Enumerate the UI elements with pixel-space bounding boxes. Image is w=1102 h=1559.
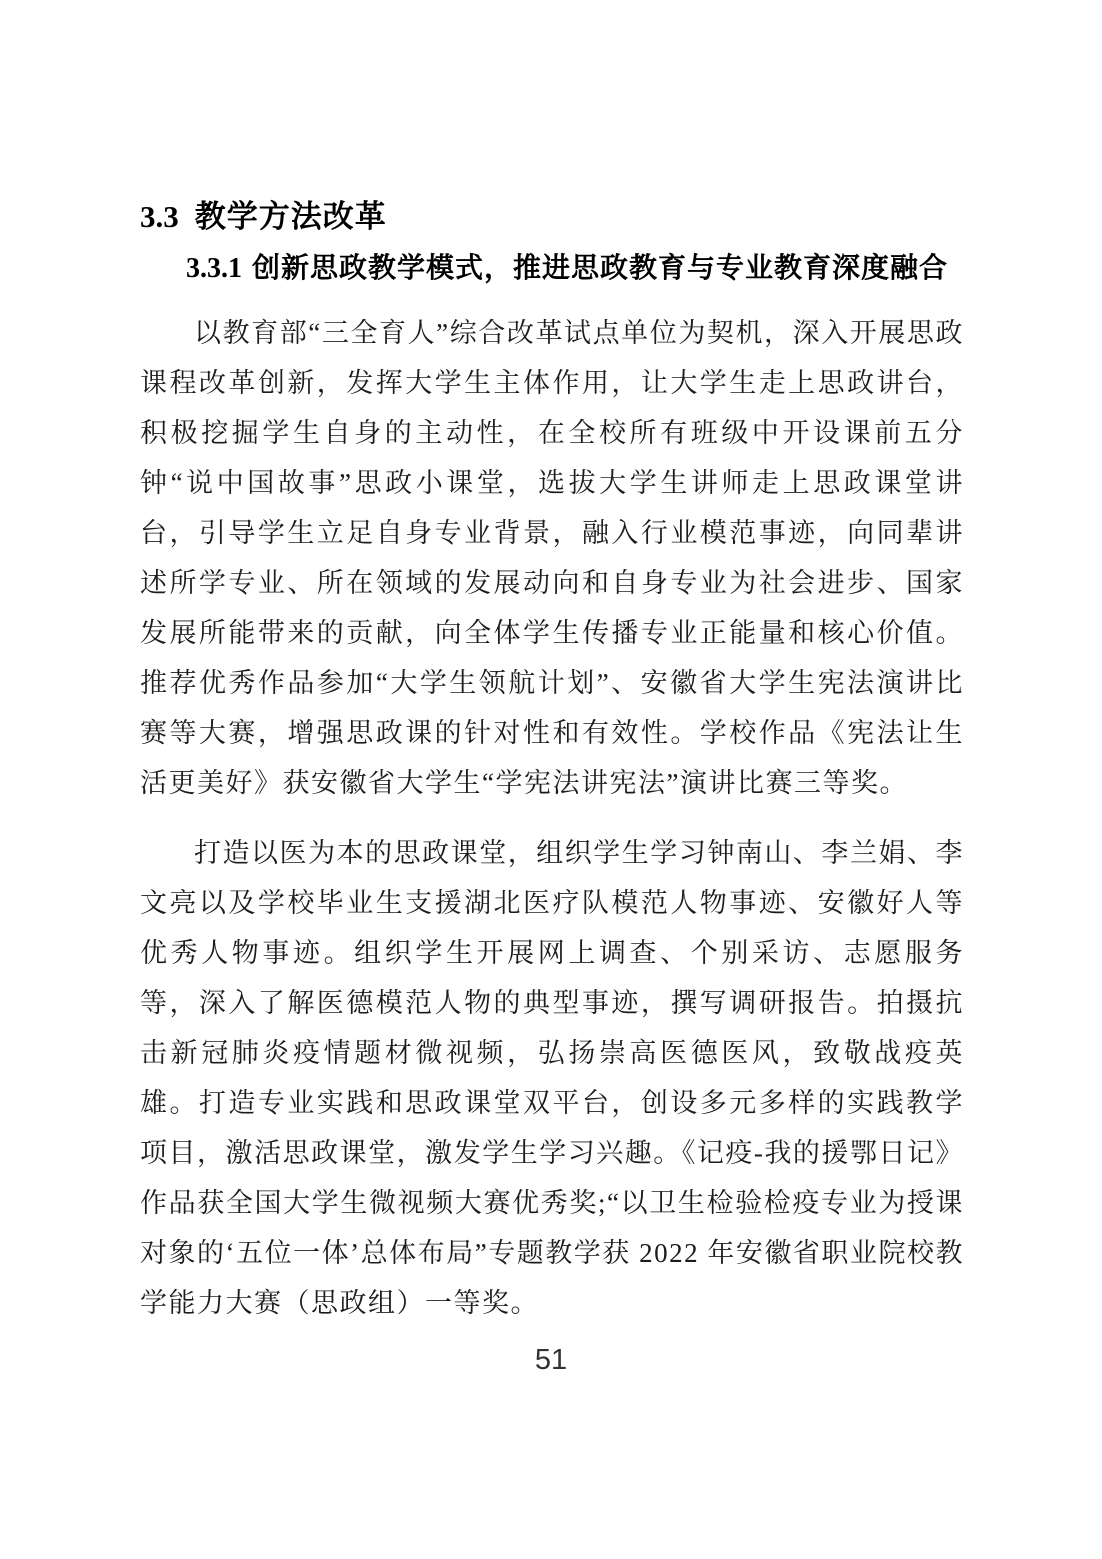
section-title: 教学方法改革 <box>194 199 387 234</box>
page-content <box>140 198 964 1328</box>
subsection-heading <box>186 250 964 288</box>
section-number: 3.3 <box>140 199 179 234</box>
section-heading <box>140 198 964 236</box>
subsection-title: 创新思政教学模式，推进思政教育与专业教育深度融合 <box>252 253 949 284</box>
body-paragraph: 以教育部“三全育人”综合改革试点单位为契机，深入开展思政课程改革创新，发挥大学生主体作用，让大学生走上思政讲台，积极挖掘学生自身的主动性，在全校所有班级中开设课前五分钟“说中国故事”思政小课堂，选拔大学生讲师走上思政课堂讲台，引导学生立足自身专业背景，融入行业模范事迹，向同辈讲述所学专业、所在领域的发展动向和自身专业为社会进步、国家发展所能带来的贡献，向全体学生传播专业正能量和核心价值。推荐优秀作品参加“大学生领航计划”、安徽省大学生宪法演讲比赛等大赛，增强思政课的针对性和有效性。学校作品《宪法让生活更美好》获安徽省大学生“学宪法讲宪法”演讲比赛三等奖。 <box>140 318 964 798</box>
subsection-number: 3.3.1 <box>186 253 242 284</box>
page-footer <box>0 1344 1102 1377</box>
page-number: 51 <box>534 1344 568 1376</box>
body-paragraph: 打造以医为本的思政课堂，组织学生学习钟南山、李兰娟、李文亮以及学校毕业生支援湖北医疗队模范人物事迹、安徽好人等优秀人物事迹。组织学生开展网上调查、个别采访、志愿服务等，深入了解医德模范人物的典型事迹，撰写调研报告。拍摄抗击新冠肺炎疫情题材微视频，弘扬崇高医德医风，致敬战疫英雄。打造专业实践和思政课堂双平台，创设多元多样的实践教学项目，激活思政课堂，激发学生学习兴趣。《记疫-我的援鄂日记》作品获全国大学生微视频大赛优秀奖;“以卫生检验检疫专业为授课对象的‘五位一体’总体布局”专题教学获 2022 年安徽省职业院校教学能力大赛（思政组）一等奖。 <box>140 838 964 1318</box>
